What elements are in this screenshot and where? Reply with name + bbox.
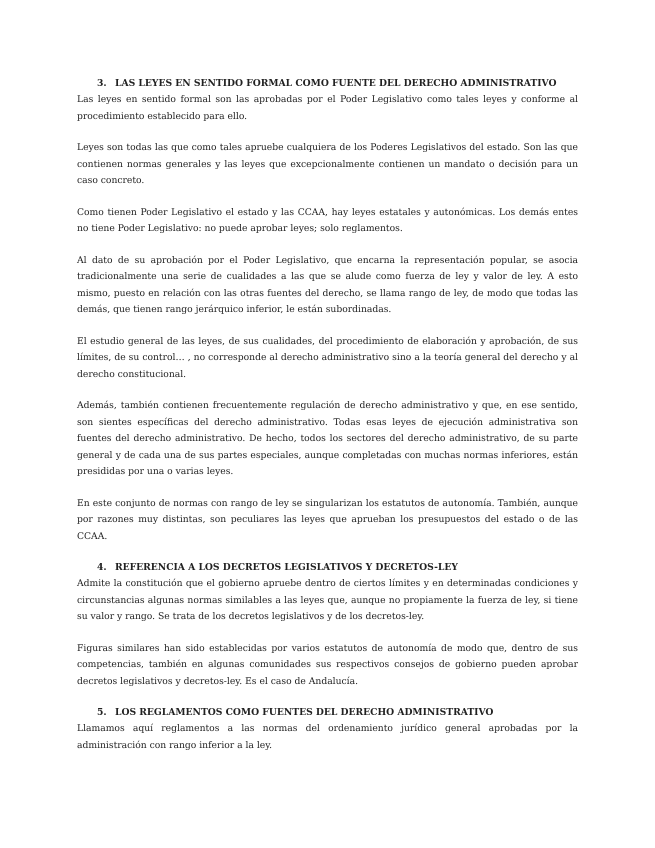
paragraph: Las leyes en sentido formal son las aprobadas por el Poder Legislativo como tales leyes y conforme al procedimiento establecido para ello. [77,94,578,122]
section-title: REFERENCIA A LOS DECRETOS LEGISLATIVOS Y DECRETOS-LEY [115,562,458,573]
paragraph: Leyes son todas las que como tales apruebe cualquiera de los Poderes Legislativos del estado. Son las que contienen normas generales y las leyes que excepcionalmente contienen un mandato o decisión para un caso concreto. [77,142,578,186]
section-4 [77,560,578,690]
section-heading [77,76,578,92]
paragraph: Llamamos aquí reglamentos a las normas del ordenamiento jurídico general aprobadas por la administración con rango inferior a la ley. [77,723,578,751]
section-number: 4. [97,562,107,573]
paragraph: Al dato de su aprobación por el Poder Legislativo, que encarna la representación popular, se asocia tradicionalmente una serie de cualidades a las que se alude como fuerza de ley y valor de ley. A esto mismo, puesto en relación con las otras fuentes del derecho, se llama rango de ley, de modo que todas las demás, que tienen rango jerárquico inferior, le están subordinadas. [77,254,578,315]
section-heading [77,560,578,576]
paragraph: Como tienen Poder Legislativo el estado y las CCAA, hay leyes estatales y autonómicas. Los demás entes no tiene Poder Legislativo: no puede aprobar leyes; solo reglamentos. [77,206,578,234]
section-3 [77,76,578,545]
paragraph: Además, también contienen frecuentemente regulación de derecho administrativo y que, en ese sentido, son sientes específicas del derecho administrativo. Todas esas leyes de ejecución administrativa son fuentes del derecho administrativo. De hecho, todos los sectores del derecho administrativo, de su parte general y de cada una de sus partes especiales, aunque completadas con muchas normas inferiores, están presididas por una o varias leyes. [77,400,578,477]
section-title: LOS REGLAMENTOS COMO FUENTES DEL DERECHO ADMINISTRATIVO [115,707,494,718]
section-title: LAS LEYES EN SENTIDO FORMAL COMO FUENTE DEL DERECHO ADMINISTRATIVO [115,78,557,89]
paragraph: El estudio general de las leyes, de sus cualidades, del procedimiento de elaboración y aprobación, de sus límites, de su control… , no corresponde al derecho administrativo sino a la teoría general del derecho y al derecho constitucional. [77,335,578,380]
section-heading [77,705,578,721]
paragraph: Figuras similares han sido establecidas por varios estatutos de autonomía de modo que, dentro de sus competencias, también en algunas comunidades sus respectivos consejos de gobierno pueden aprobar decretos legislativos y decretos-ley. Es el caso de Andalucía. [77,642,578,687]
section-number: 5. [97,707,107,718]
paragraph: Admite la constitución que el gobierno apruebe dentro de ciertos límites y en determinadas condiciones y circunstancias algunas normas similables a las leyes que, aunque no propiamente la fuerza de ley, si tiene su valor y rango. Se trata de los decretos legislativos y de los decretos-ley. [77,578,578,622]
section-number: 3. [97,78,107,89]
section-5 [77,705,578,754]
paragraph: En este conjunto de normas con rango de ley se singularizan los estatutos de autonomía. También, aunque por razones muy distintas, son peculiares las leyes que aprueban los presupuestos del estado o de las CCAA. [77,497,578,542]
